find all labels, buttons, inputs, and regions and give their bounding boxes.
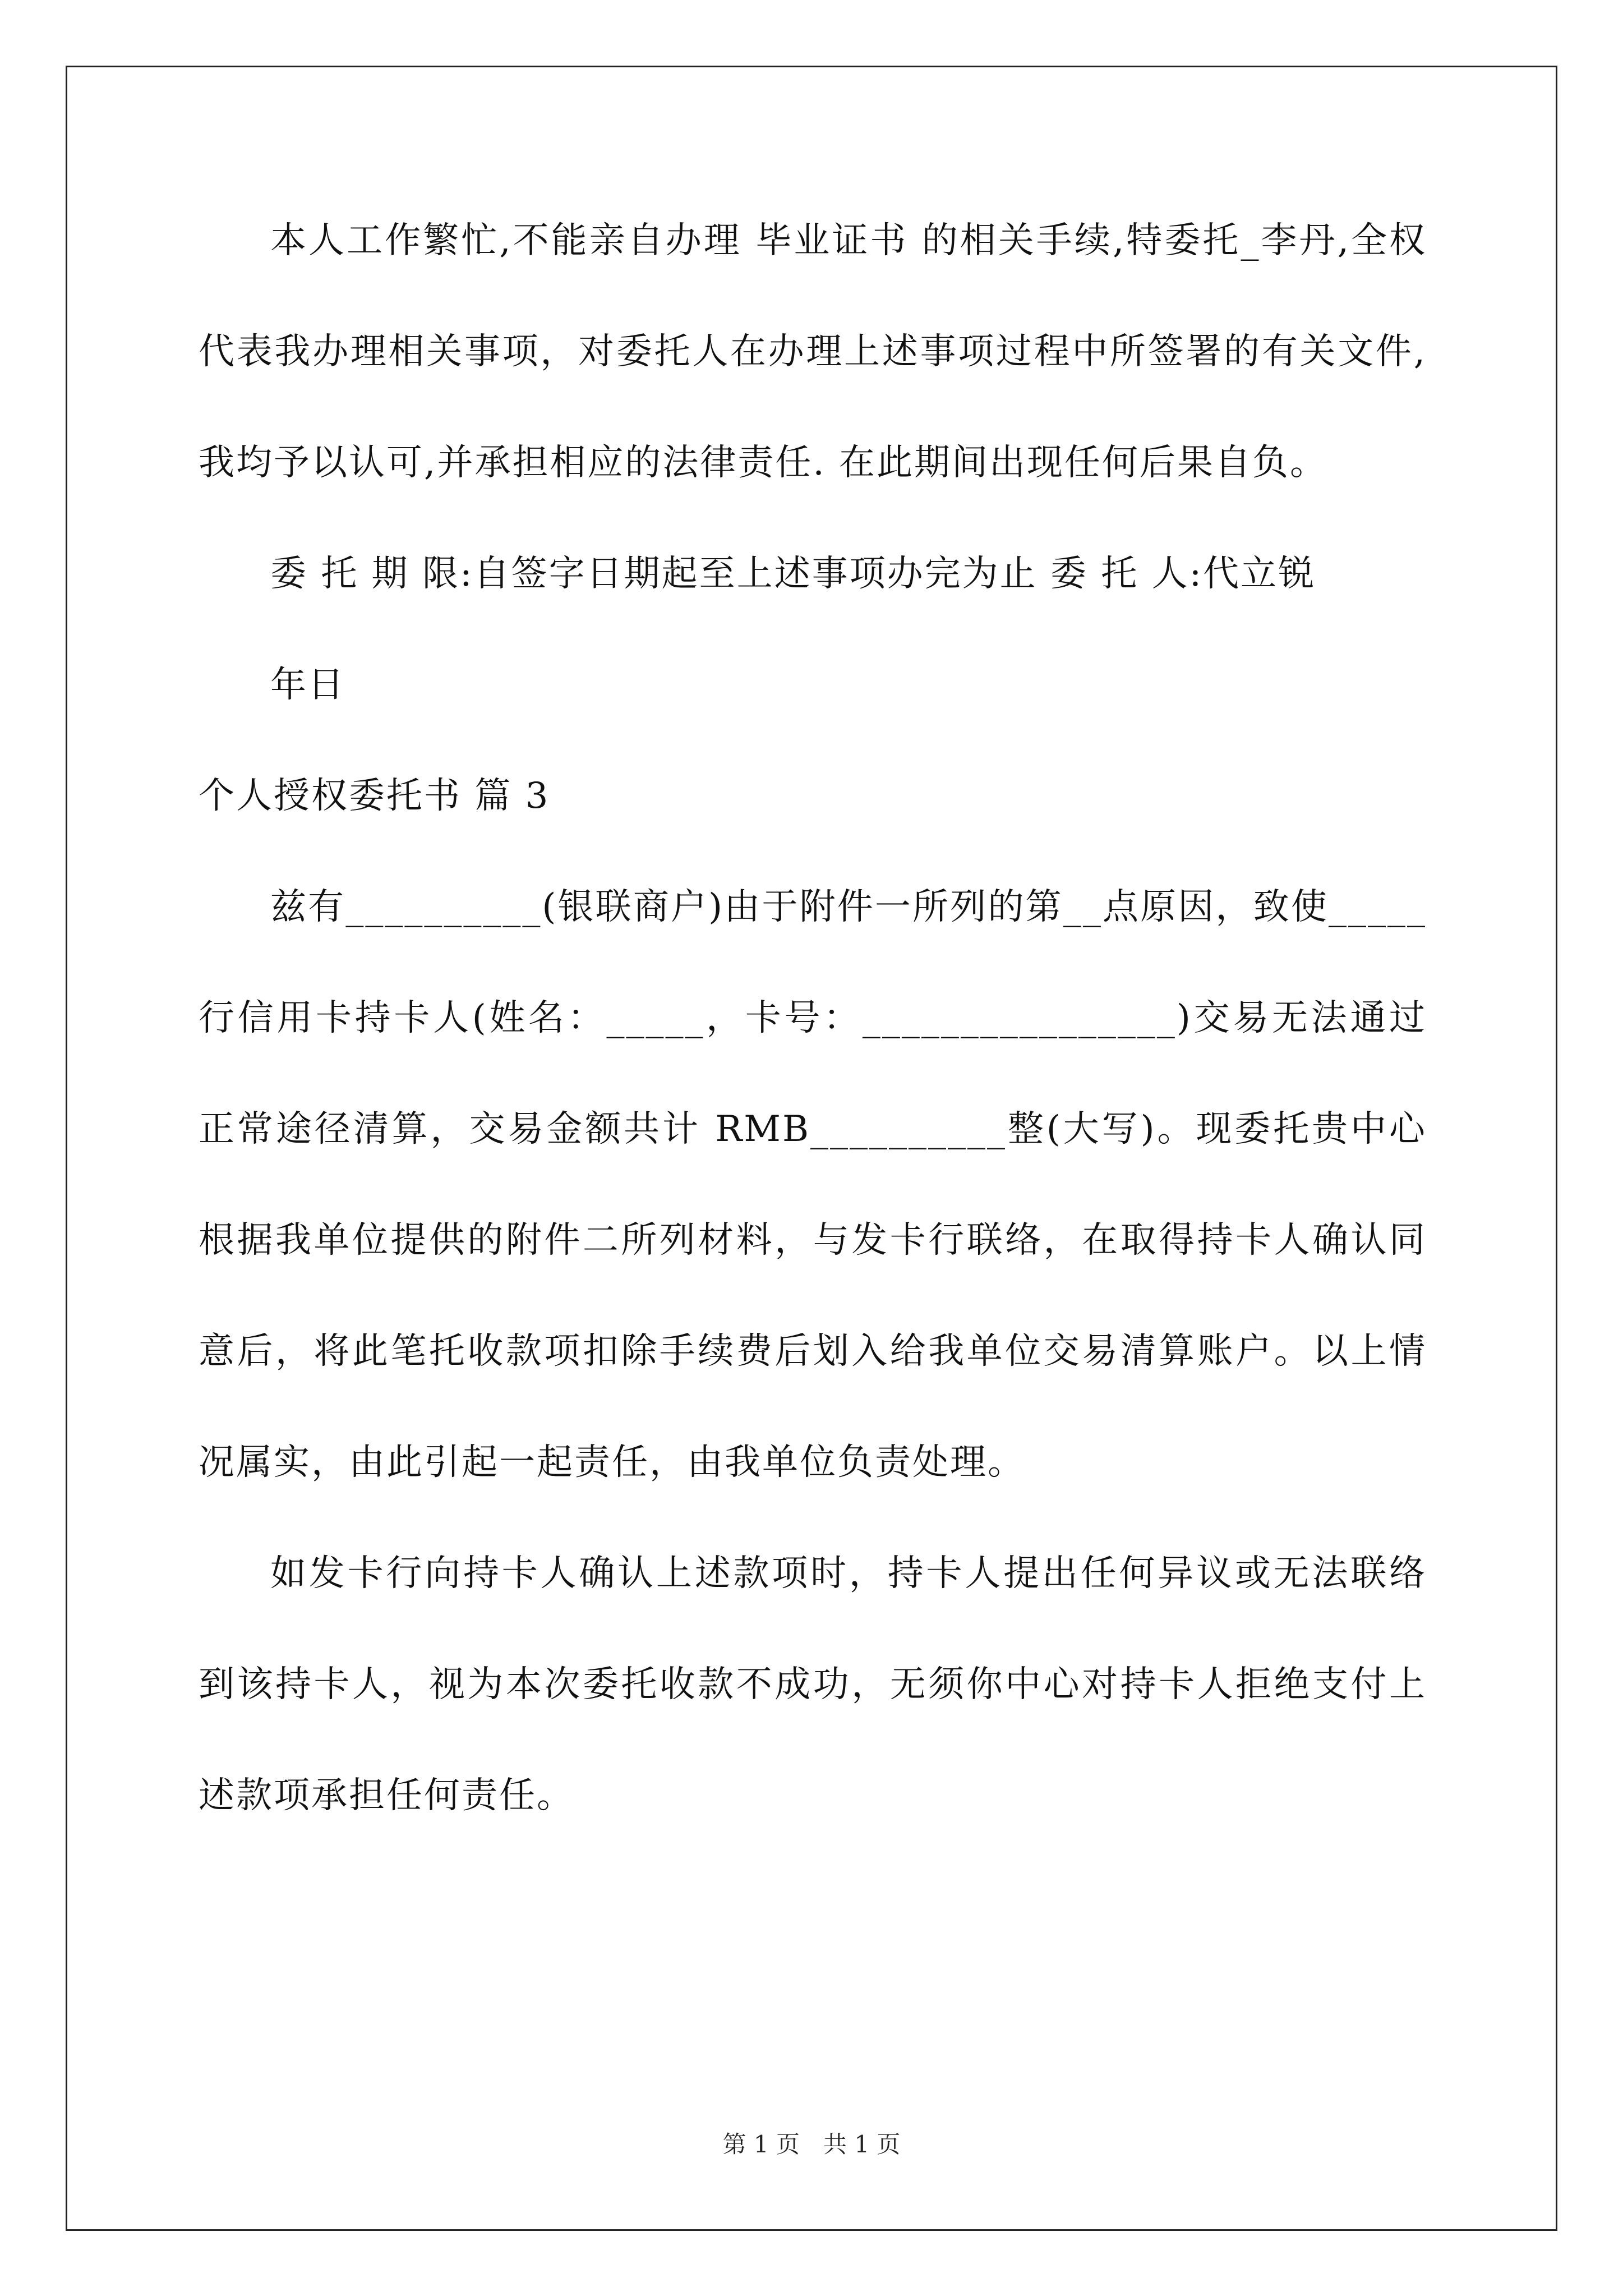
page-footer: 第 1 页 共 1 页 [722, 2131, 901, 2158]
paragraph-dispute: 如发卡行向持卡人确认上述款项时，持卡人提出任何异议或无法联络到该持卡人，视为本次委托收款不成功，无须你中心对持卡人拒绝支付上述款项承担任何责任。 [199, 1553, 1427, 1816]
paragraph-merchant: 兹有__________(银联商户)由于附件一所列的第__点原因，致使_____行信用卡持卡人(姓名：_____，卡号：________________)交易无法通过正常途径清算，交易金额共计 RMB__________整(大写)。现委托贵中心根据我单位提供的附件二所列材料，与发卡行联络，在取得持卡人确认同意后，将此笔托收款项扣除手续费后划入给我单位交易清算账户。以上情况属实，由此引起一起责任，由我单位负责处理。 [199, 886, 1427, 1483]
document-body [199, 185, 1427, 1851]
section-title: 个人授权委托书 篇 3 [199, 775, 550, 817]
paragraph-delegation: 本人工作繁忙,不能亲自办理 毕业证书 的相关手续,特委托_李丹,全权代表我办理相关事项，对委托人在办理上述事项过程中所签署的有关文件,我均予以认可,并承担相应的法律责任. 在此期间出现任何后果自负。 [199, 220, 1427, 484]
paragraph-date: 年日 [270, 664, 345, 706]
paragraph-term: 委 托 期 限:自签字日期起至上述事项办完为止 委 托 人:代立锐 [270, 553, 1316, 595]
